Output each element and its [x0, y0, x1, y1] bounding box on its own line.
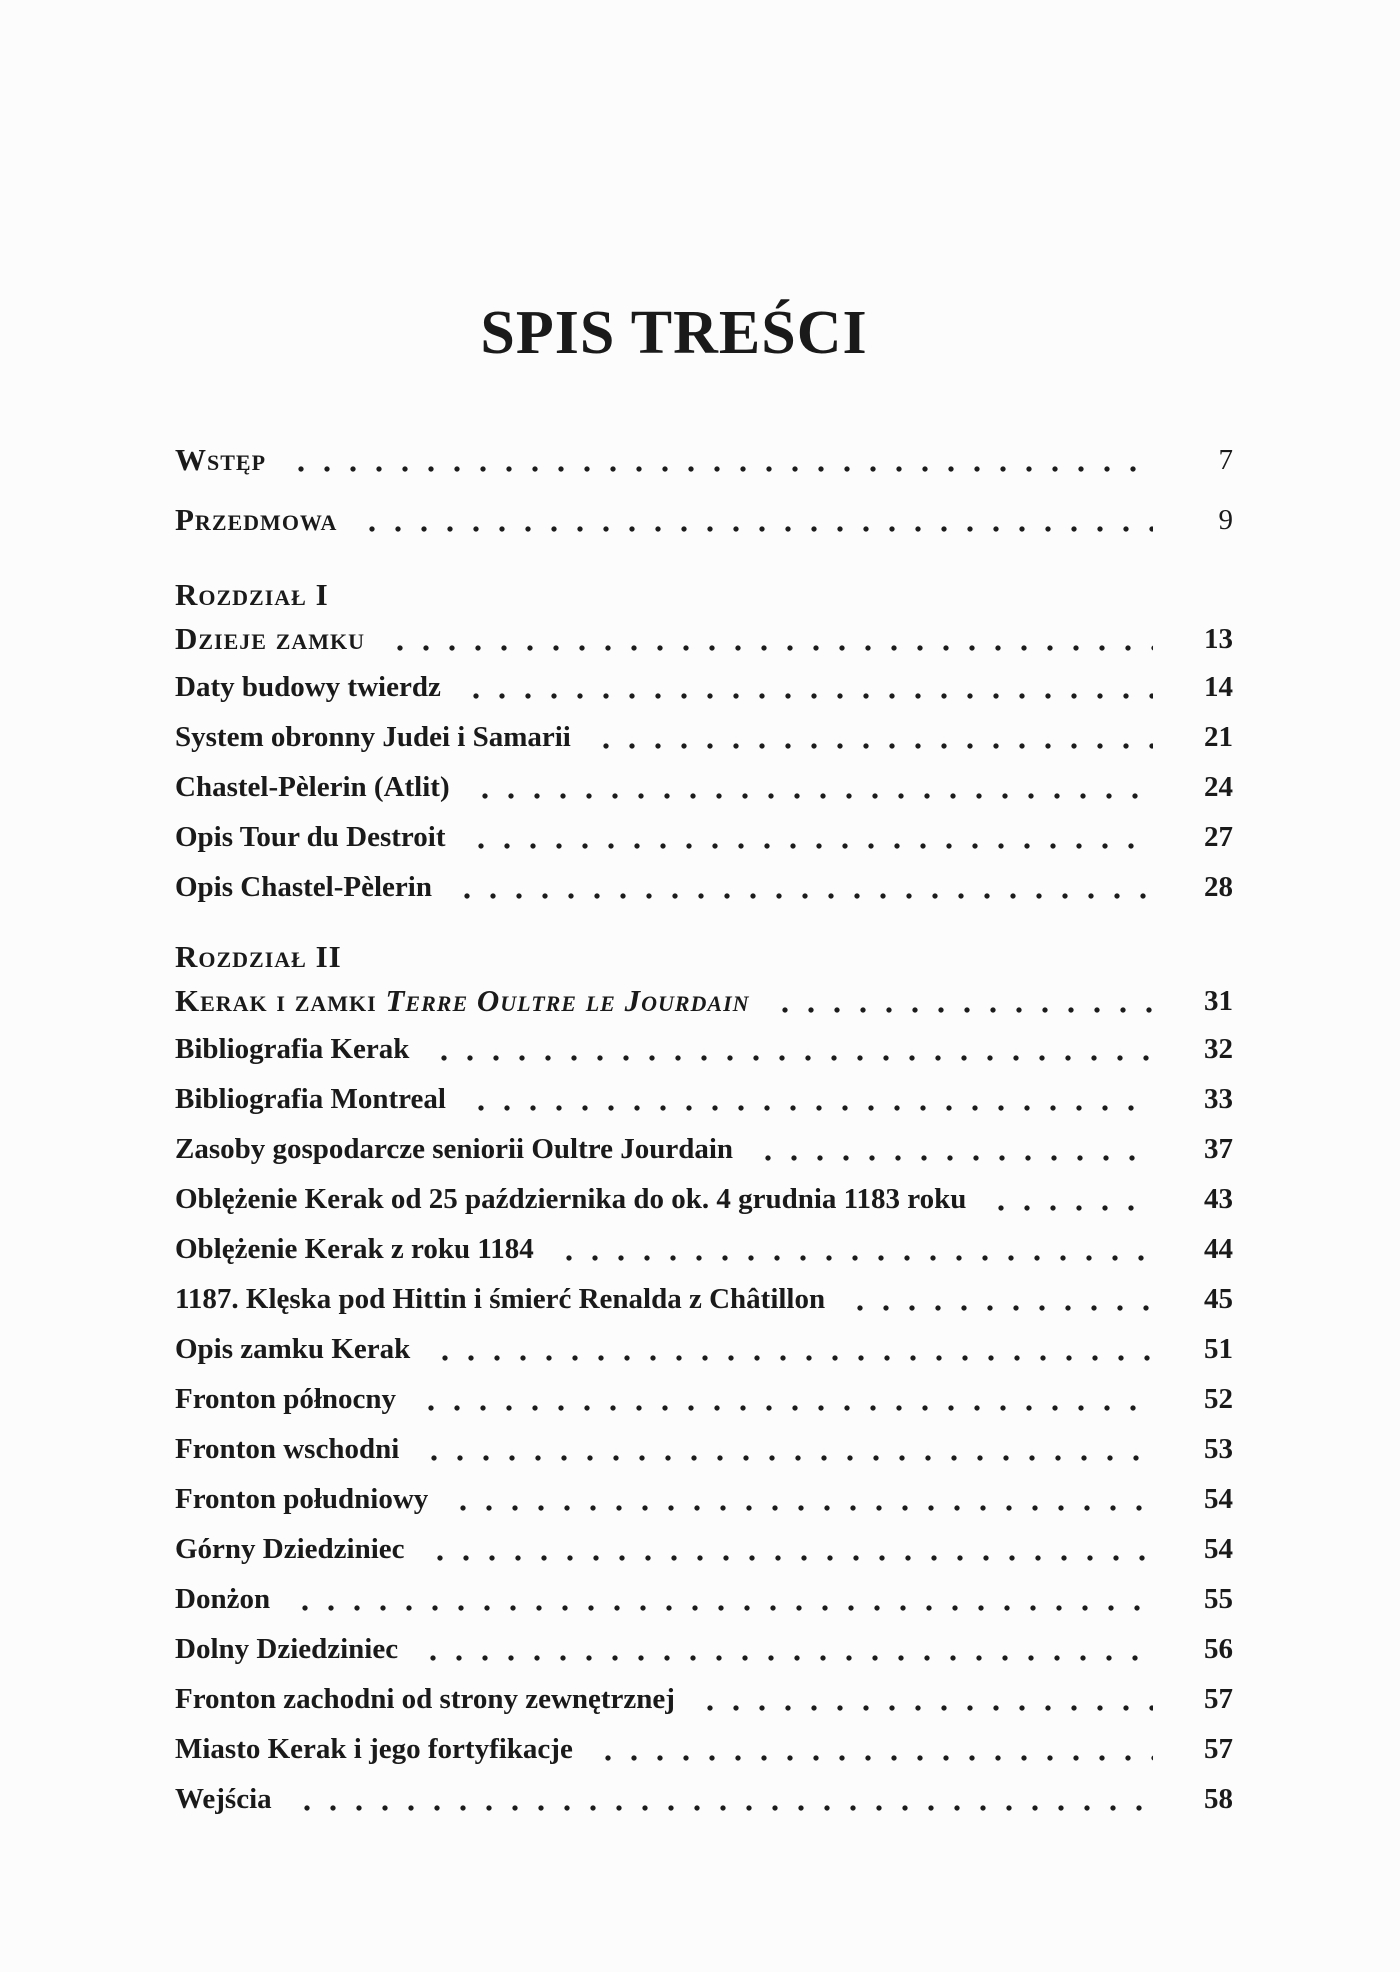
- toc-entry-label: Kerak i zamki: [175, 983, 386, 1018]
- toc-row: [175, 812, 1233, 862]
- toc-row: [175, 1124, 1233, 1174]
- toc-row: [175, 1274, 1233, 1324]
- toc-entry-label: Oblężenie Kerak od 25 października do ok. 4 grudnia 1183 roku: [175, 1182, 967, 1215]
- toc-entry-label: Miasto Kerak i jego fortyfikacje: [175, 1732, 573, 1765]
- toc-row: [175, 1724, 1233, 1774]
- toc-leader-dots: [462, 812, 1154, 862]
- toc-page-number: 14: [1204, 670, 1233, 703]
- toc-leader-dots: [288, 1774, 1153, 1824]
- toc-page-number: 31: [1204, 984, 1233, 1017]
- toc-page-number: 45: [1204, 1282, 1233, 1315]
- toc-row: [175, 1374, 1233, 1424]
- toc-row: [175, 1424, 1233, 1474]
- toc-page-number: 24: [1204, 770, 1233, 803]
- toc-entry-label: Rozdział I: [175, 577, 329, 612]
- toc-leader-dots: [414, 1624, 1153, 1674]
- toc-entry-label: Fronton północny: [175, 1382, 397, 1415]
- toc-leader-dots: [589, 1724, 1153, 1774]
- toc-page-number: 56: [1204, 1632, 1233, 1665]
- toc-leader-dots: [412, 1374, 1153, 1424]
- toc-row: [175, 662, 1233, 712]
- toc-row: [175, 1074, 1233, 1124]
- toc-page-number: 27: [1204, 820, 1233, 853]
- toc-row: [175, 762, 1233, 812]
- toc-leader-dots: [766, 978, 1153, 1024]
- toc-entry-label: Bibliografia Montreal: [175, 1082, 446, 1115]
- toc-leader-dots: [749, 1124, 1153, 1174]
- toc-page-number: 51: [1204, 1332, 1233, 1365]
- toc-entry-label: Wejścia: [175, 1782, 272, 1815]
- toc-leader-dots: [550, 1224, 1153, 1274]
- toc-row: [175, 490, 1233, 550]
- table-of-contents: [175, 430, 1233, 1824]
- toc-entry-label: Dzieje zamku: [175, 621, 366, 656]
- toc-leader-dots: [444, 1474, 1153, 1524]
- toc-page-number: 7: [1218, 443, 1233, 476]
- toc-row: [175, 616, 1233, 662]
- toc-row: [175, 712, 1233, 762]
- toc-entry-label-italic: Terre Oultre le Jourdain: [385, 983, 750, 1018]
- toc-leader-dots: [421, 1524, 1153, 1574]
- toc-entry-label: System obronny Judei i Samarii: [175, 720, 571, 753]
- toc-entry-label: Fronton wschodni: [175, 1432, 400, 1465]
- toc-entry-label: Oblężenie Kerak z roku 1184: [175, 1232, 534, 1265]
- toc-row: [175, 1524, 1233, 1574]
- toc-entry-label: Donżon: [175, 1582, 271, 1615]
- toc-page-number: 57: [1204, 1732, 1233, 1765]
- toc-leader-dots: [353, 490, 1153, 550]
- toc-page-number: 58: [1204, 1782, 1233, 1815]
- toc-leader-dots: [587, 712, 1153, 762]
- toc-entry-label: Wstęp: [175, 442, 267, 477]
- toc-entry-label: Górny Dziedziniec: [175, 1532, 405, 1565]
- toc-page-number: 21: [1204, 720, 1233, 753]
- toc-entry-label: Daty budowy twierdz: [175, 670, 441, 703]
- toc-row: [175, 1774, 1233, 1824]
- toc-entry-label: Bibliografia Kerak: [175, 1032, 410, 1065]
- toc-leader-dots: [982, 1174, 1153, 1224]
- toc-page-number: 52: [1204, 1382, 1233, 1415]
- toc-leader-dots: [448, 862, 1153, 912]
- toc-row: [175, 1174, 1233, 1224]
- toc-entry-label: 1187. Klęska pod Hittin i śmierć Renalda z Châtillon: [175, 1282, 826, 1315]
- toc-page-number: 43: [1204, 1182, 1233, 1215]
- toc-entry-label: Dolny Dziedziniec: [175, 1632, 399, 1665]
- toc-row: [175, 978, 1233, 1024]
- toc-entry-label: Opis Chastel-Pèlerin: [175, 870, 432, 903]
- toc-row: [175, 936, 1233, 978]
- toc-entry-label: Fronton południowy: [175, 1482, 429, 1515]
- toc-row: [175, 574, 1233, 616]
- toc-leader-dots: [426, 1324, 1153, 1374]
- toc-leader-dots: [425, 1024, 1153, 1074]
- toc-entry-label: Przedmowa: [175, 502, 338, 537]
- toc-leader-dots: [415, 1424, 1153, 1474]
- toc-page-number: 13: [1204, 622, 1233, 655]
- toc-row: [175, 1674, 1233, 1724]
- page-title: SPIS TREŚCI: [480, 298, 868, 367]
- toc-leader-dots: [691, 1674, 1153, 1724]
- toc-row: [175, 1624, 1233, 1674]
- toc-page-number: 57: [1204, 1682, 1233, 1715]
- toc-row: [175, 862, 1233, 912]
- toc-row: [175, 1324, 1233, 1374]
- toc-row: [175, 1474, 1233, 1524]
- toc-row: [175, 1224, 1233, 1274]
- toc-entry-label: Chastel-Pèlerin (Atlit): [175, 770, 450, 803]
- toc-row: [175, 1574, 1233, 1624]
- toc-entry-label: Opis Tour du Destroit: [175, 820, 446, 853]
- toc-row: [175, 1024, 1233, 1074]
- toc-page-number: 28: [1204, 870, 1233, 903]
- toc-leader-dots: [282, 430, 1153, 490]
- toc-page-number: 54: [1204, 1532, 1233, 1565]
- toc-page-number: 53: [1204, 1432, 1233, 1465]
- toc-leader-dots: [381, 616, 1153, 662]
- toc-entry-label: Rozdział II: [175, 939, 342, 974]
- toc-leader-dots: [457, 662, 1153, 712]
- toc-page-number: 9: [1218, 503, 1233, 536]
- toc-row: [175, 430, 1233, 490]
- toc-page-number: 54: [1204, 1482, 1233, 1515]
- toc-leader-dots: [841, 1274, 1153, 1324]
- toc-leader-dots: [466, 762, 1153, 812]
- toc-leader-dots: [462, 1074, 1153, 1124]
- toc-entry-label: Opis zamku Kerak: [175, 1332, 411, 1365]
- toc-page-number: 37: [1204, 1132, 1233, 1165]
- toc-page-number: 55: [1204, 1582, 1233, 1615]
- toc-page-number: 33: [1204, 1082, 1233, 1115]
- toc-page-number: 32: [1204, 1032, 1233, 1065]
- toc-leader-dots: [286, 1574, 1153, 1624]
- toc-entry-label: Fronton zachodni od strony zewnętrznej: [175, 1682, 675, 1715]
- toc-page-number: 44: [1204, 1232, 1233, 1265]
- toc-entry-label: Zasoby gospodarcze seniorii Oultre Jourdain: [175, 1132, 734, 1165]
